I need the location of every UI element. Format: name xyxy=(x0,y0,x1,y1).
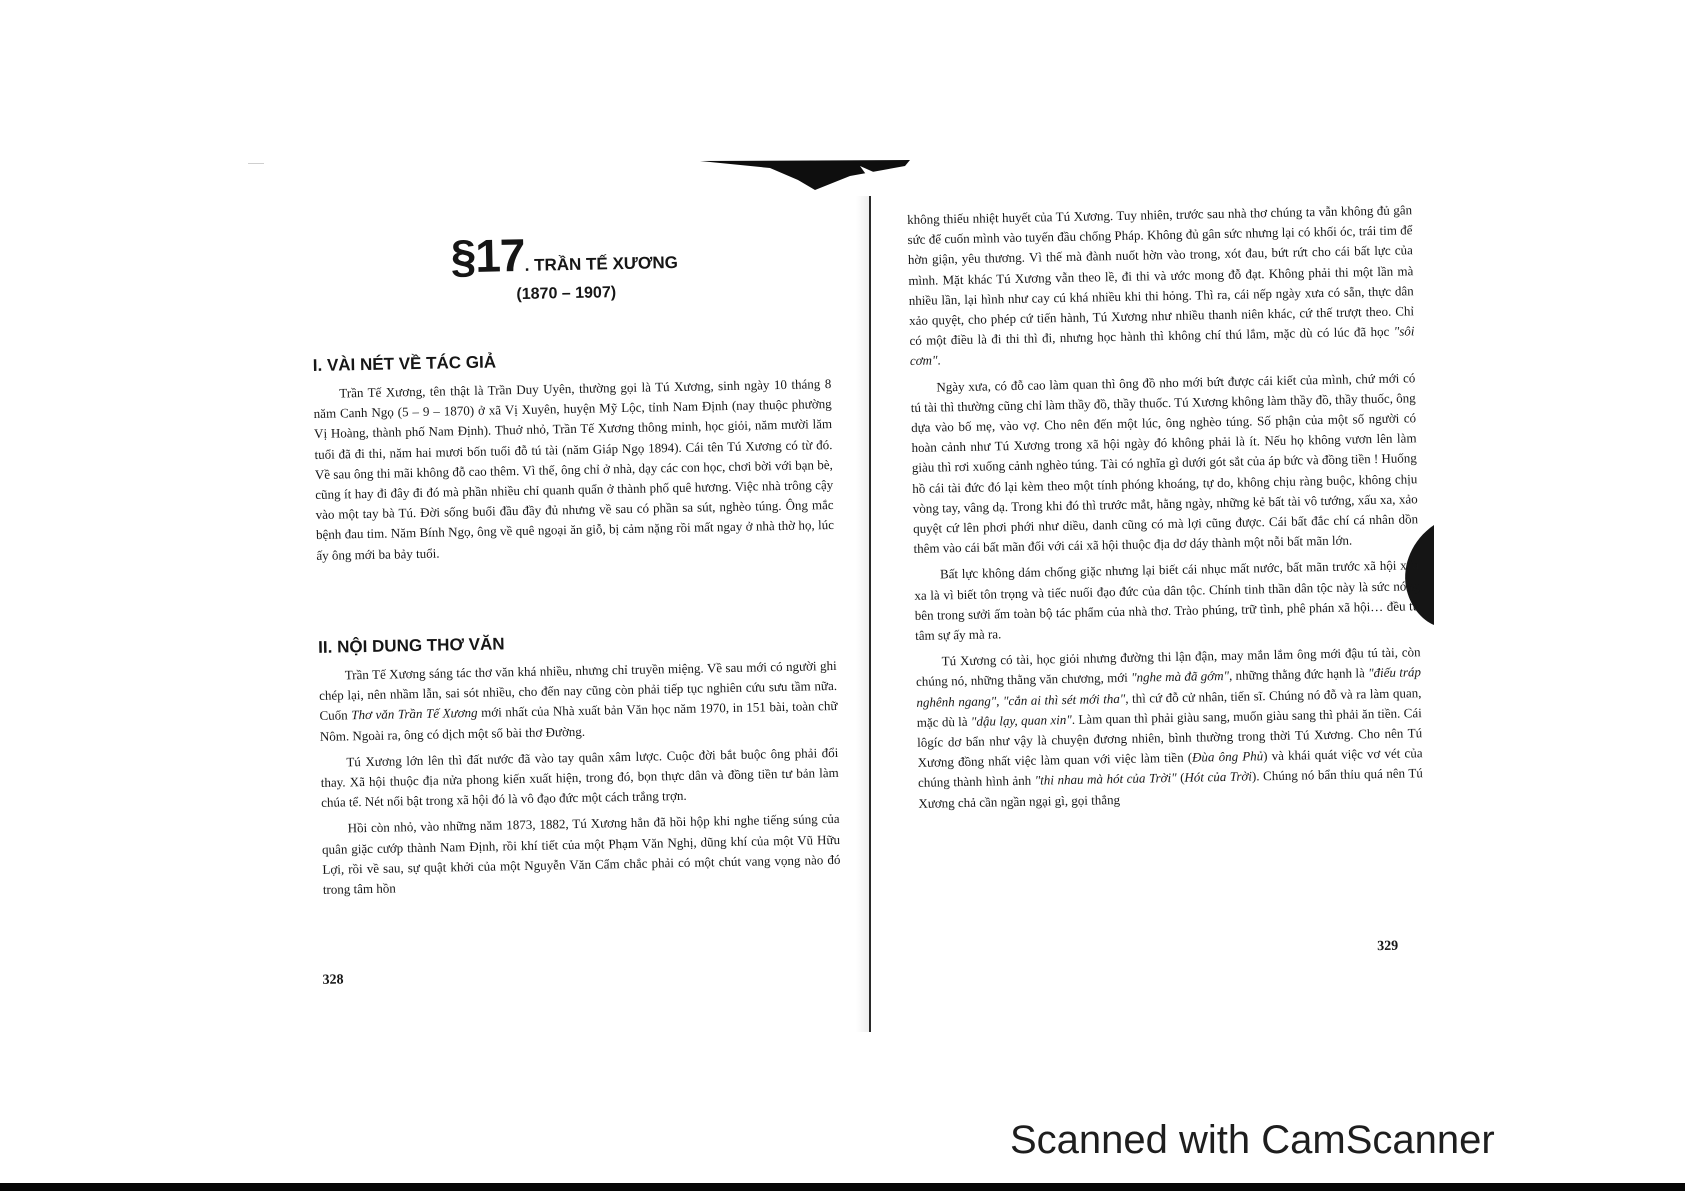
chapter-title: . TRẦN TẾ XƯƠNG xyxy=(524,252,679,275)
text-run: ). Chúng nó bẩn thỉu quá nên Tú Xương chả cần ngần ngại gì, gọi thẳng xyxy=(918,765,1424,811)
text-run: . Làm quan thì phải giàu sang, muốn giàu sang thì phải ăn tiền. Cái lôgíc dơ bẩn như vậy là chuyện đương nhiên, bình thường trong thời Tú Xương. Cho nên Tú Xương đồng nhất việc làm quan với việc làm tiền ( xyxy=(917,705,1423,771)
page-number: 328 xyxy=(322,972,344,988)
right-page xyxy=(907,200,1424,955)
paragraph: Tú Xương lớn lên thì đất nước đã vào tay quân xâm lược. Cuộc đời bắt buộc ông phải đổi thay. Xã hội thuộc địa nửa phong kiến xuất hiện, trong đó, bọn thực dân và đồng tiền tư bản làm chúa tể. Nét nổi bật trong xã hội đó là vô đạo đức một cách trắng trợn. xyxy=(320,744,839,811)
text-run: ) và khái quát việc vơ vét của chúng thành hình ảnh xyxy=(917,745,1423,791)
book-title: Thơ văn Trần Tế Xương xyxy=(351,705,478,723)
quote: "sôi cơm" xyxy=(909,323,1415,369)
text-run: mới nhất của Nhà xuất bản Văn học năm 1970, in 151 bài, toàn chữ Nôm. Ngoài ra, ông có dịch một số bài thơ Đường. xyxy=(319,698,838,744)
text-run: , xyxy=(996,692,1004,709)
page-number: 329 xyxy=(1377,938,1399,955)
text-run: ( xyxy=(1176,770,1185,786)
chapter-years: (1870 – 1907) xyxy=(516,284,617,304)
chapter-heading xyxy=(450,223,771,304)
paragraph: Bất lực không dám chống giặc nhưng lại biết cái nhục mất nước, bất mãn trước xã hội xấu xa là vì biết tôn trọng và tiếc nuối đạo đức của dân tộc. Chính tinh thần dân tộc này là sức nóng bên trong sưởi ấm toàn bộ tác phẩm của nhà thơ. Trào phúng, trữ tình, phê phán xã hội… đều từ tâm sự ấy mà ra. xyxy=(914,557,1420,643)
chapter-number: §17 xyxy=(450,228,525,283)
paragraph xyxy=(907,200,1415,371)
left-page xyxy=(310,210,841,988)
book-gutter-shadow xyxy=(856,196,870,1032)
section-heading: II. NỘI DUNG THƠ VĂN xyxy=(318,634,505,657)
right-page-text xyxy=(907,200,1424,819)
quote: "thi nhau mà hót của Trời" xyxy=(1034,770,1177,789)
paragraph: Hồi còn nhỏ, vào những năm 1873, 1882, Tú Xương hẳn đã hồi hộp khi nghe tiếng súng của quân giặc cướp thành Nam Định, rồi khí tiết của một Phạm Văn Nghị, dũng khí của một Vũ Hữu Lợi, rồi về sau, sự quật khởi của một Nguyễn Văn Cẩm chắc phải có một chút vang vọng nào đó trong tâm hồn xyxy=(321,811,841,897)
text-run: không thiếu nhiệt huyết của Tú Xương. Tuy nhiên, trước sau nhà thơ chúng ta vẫn không đủ gân sức để cuốn mình vào tuyến đầu chống Pháp. Không đủ gân sức nhưng lại có khối óc, trái tim để hờn giận, yêu thương. Vì thế mà đành nuốt hờn vào trong, xót đau, bứt rứt cho cái bất lực của mình. Mặt khác Tú Xương vẫn theo lề, đi thi và ước mong đỗ đạt. Không phải thi một lần mà nhiều lần, lại hình như cay cú khá nhiều khi thi hỏng. Thì ra, cái nếp ngày xưa có sẵn, thực dân xảo quyệt, cho phép cứ tiến hành, Tú Xương như nhiều thanh niên khác, cứ thế trượt theo. Chỉ có một điều là đi thi thì đi, nhưng học hành thì không chí thú lắm, mặc dù có lúc đã học xyxy=(907,202,1415,349)
section-heading: I. VÀI NÉT VỀ TÁC GIẢ xyxy=(312,352,497,375)
page-edge-shadow xyxy=(700,158,910,198)
book-gutter-line xyxy=(869,196,871,1032)
paragraph: Trần Tế Xương, tên thật là Trần Duy Uyên, thường gọi là Tú Xương, sinh ngày 10 tháng 8 năm Canh Ngọ (5 – 9 – 1870) ở xã Vị Xuyên, huyện Mỹ Lộc, tỉnh Nam Định (nay thuộc phường Vị Hoàng, thành phố Nam Định). Thuở nhỏ, Trần Tế Xương thông minh, học giỏi, năm mười lăm tuổi đã đi thi, năm hai mươi bốn tuổi đỗ tú tài (năm Giáp Ngọ 1894). Cái tên Tú Xương có từ đó. Về sau ông thi mãi không đỗ cao thêm. Vì thế, ông chỉ ở nhà, dạy các con học, chơi bời với bạn bè, cũng ít hay đi đây đi đó mà phần nhiều chỉ quanh quẩn ở thành phố quê hương. Việc nhà trông cậy vào một tay bà Tú. Đời sống buổi đầu đầy đủ nhưng về sau có phần sa sút, nghèo túng. Ông mắc bệnh đau tim. Năm Bính Ngọ, ông về quê ngoại ăn giỗ, bị cảm nặng rồi mất ngay ở nhà thờ họ, lúc ấy ông mới ba bảy tuổi. xyxy=(313,376,835,563)
text-run: , những thằng đức hạnh là xyxy=(1228,665,1369,684)
quote: "dậu lạy, quan xin" xyxy=(970,711,1072,729)
text-run: Trần Tế Xương sáng tác thơ văn khá nhiều, nhưng chỉ truyền miệng. Về sau mới có người ghi chép lại, nên nhầm lẫn, sai sót nhiều, cho đến nay cũng còn phải tiếp tục nghiên cứu sưu tầm nữa. Cuốn xyxy=(318,657,838,724)
paragraph xyxy=(915,642,1423,813)
text-run: . xyxy=(937,352,941,368)
quote: "nghe mà đã gớm" xyxy=(1130,668,1230,686)
quote: "điếu tráp nghênh ngang" xyxy=(916,664,1422,710)
section-1 xyxy=(313,346,835,572)
paragraph: Ngày xưa, có đỗ cao làm quan thì ông đồ nho mới bứt được cái kiết của mình, chứ mới có tú tài thì thường cũng chỉ làm thầy đồ, thầy thuốc. Tú Xương không làm thầy đồ, thầy thuốc, ông dựa vào bố mẹ, vào vợ. Cho nên đến một lúc, ông nghèo túng. Số phận của một số người có hoàn cảnh như Tú Xương trong xã hội ngày đó không phải là ít. Nếu họ không vươn lên làm giàu thì rơi xuống cảnh nghèo túng. Tài có nghĩa gì dưới gót sắt của áp bức và đồng tiền ! Huống hồ cái tài đức đó lại kèm theo một tính phóng khoáng, tự do, không chịu ràng buộc, không chịu vòng tay, vâng dạ. Trong khi đó thì trước mắt, hằng ngày, những kẻ bất tài vô tướng, xấu xa, xảo quyệt cứ lên phơi phới như diều, danh cũng có mà lợi cũng được. Cái bất đắc chí cá nhân dồn thêm vào cái bất mãn đối với cái xã hội thuộc địa dơ dáy thành một nỗi bất mãn lớn. xyxy=(910,369,1419,557)
section-2 xyxy=(318,628,841,906)
scan-bottom-edge xyxy=(0,1183,1685,1191)
text-run: , thì cứ đỗ cử nhân, tiến sĩ. Chúng nó đỗ và ra làm quan, mặc dù là xyxy=(916,684,1422,730)
text-run: Tú Xương có tài, học giỏi nhưng đường thi lận đận, may mắn lắm ông mới đậu tú tài, còn chúng nó, những thằng văn chương, mới xyxy=(915,644,1421,690)
camscanner-watermark: Scanned with CamScanner xyxy=(1010,1118,1495,1162)
work-title: Đùa ông Phủ xyxy=(1191,748,1264,765)
work-title: Hót của Trời xyxy=(1184,768,1253,786)
quote: "cắn ai thì sét mới tha" xyxy=(1002,690,1126,708)
paragraph xyxy=(319,656,838,747)
scan-mark xyxy=(248,163,264,164)
